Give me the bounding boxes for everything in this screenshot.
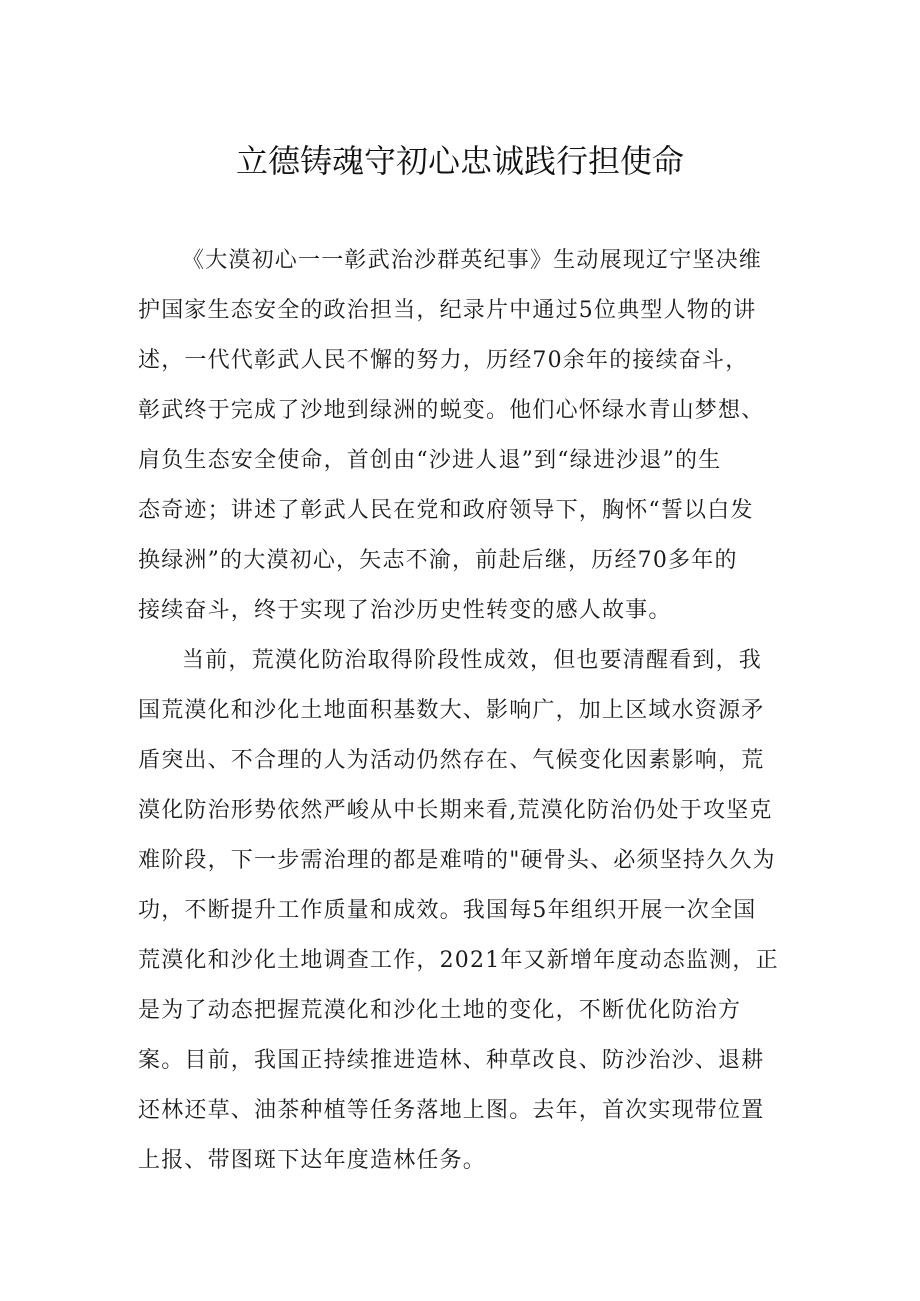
document-title: 立德铸魂守初心忠诚践行担使命 [235,142,684,180]
paragraph-2-line-11: 上报、带图斑下达年度造林任务。 [138,1148,487,1173]
paragraph-1-line-1: 《大漠初心一一彰武治沙群英纪事》生动展现辽宁坚决维 [182,248,763,273]
paragraph-1-line-2: 护国家生态安全的政治担当，纪录片中通过5位典型人物的讲 [138,298,757,323]
paragraph-2-line-2: 国荒漠化和沙化土地面积基数大、影响广，加上区域水资源矛 [138,698,765,723]
paragraph-1-line-3: 述，一代代彰武人民不懈的努力，历经70余年的接续奋斗， [138,348,749,373]
paragraph-2-line-5: 难阶段，下一步需治理的都是难啃的"硬骨头、必须坚持久久为 [138,848,776,873]
paragraph-2-line-7: 荒漠化和沙化土地调查工作，2021年又新增年度动态监测，正 [138,948,779,973]
paragraph-1-line-5: 肩负生态安全使命，首创由“沙进人退”到“绿进沙退”的生 [138,448,722,473]
paragraph-1-line-7: 换绿洲”的大漠初心，矢志不渝，前赴后继，历经70多年的 [138,548,738,573]
paragraph-1-line-8: 接续奋斗，终于实现了治沙历史性转变的感人故事。 [138,598,672,623]
paragraph-2-line-8: 是为了动态把握荒漠化和沙化土地的变化，不断优化防治方 [138,998,742,1023]
paragraph-2-line-3: 盾突出、不合理的人为活动仍然存在、气候变化因素影响，荒 [138,748,765,773]
paragraph-1-line-4: 彰武终于完成了沙地到绿洲的蜕变。他们心怀绿水青山梦想、 [138,398,765,423]
paragraph-2-line-10: 还林还草、油茶种植等任务落地上图。去年，首次实现带位置 [138,1098,765,1123]
paragraph-1-line-6: 态奇迹；讲述了彰武人民在党和政府领导下，胸怀“誓以白发 [138,498,754,523]
paragraph-2-line-9: 案。目前，我国正持续推进造林、种草改良、防沙治沙、退耕 [138,1048,765,1073]
paragraph-2-line-4: 漠化防治形势依然严峻从中长期来看,荒漠化防治仍处于攻坚克 [138,798,773,823]
paragraph-2-line-6: 功，不断提升工作质量和成效。我国每5年组织开展一次全国 [138,898,757,923]
paragraph-2-line-1: 当前，荒漠化防治取得阶段性成效，但也要清醒看到，我 [182,648,763,673]
